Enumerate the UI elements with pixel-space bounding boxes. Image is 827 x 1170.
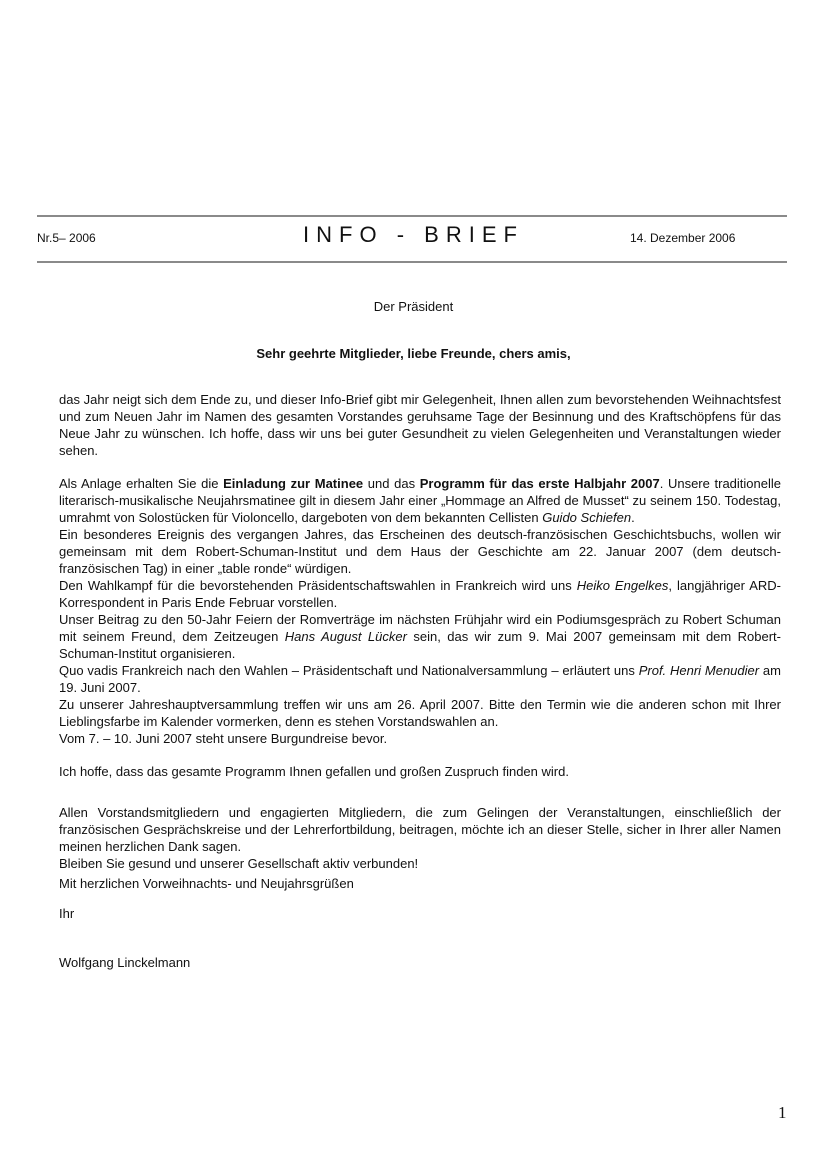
text-run: und das	[363, 476, 420, 491]
italic-text: Guido Schiefen	[542, 510, 632, 525]
paragraph	[59, 730, 781, 747]
issue-number: Nr.5– 2006	[37, 231, 96, 245]
text-run: , langjähriger ARD-Korrespondent in Paris Ende Februar vorstellen.	[59, 578, 782, 610]
signature-name: Wolfgang Linckelmann	[59, 955, 191, 970]
paragraph	[59, 577, 781, 611]
text-run: am 19. Juni 2007.	[59, 663, 781, 695]
text-run: sein, das wir zum 9. Mai 2007 gemeinsam mit dem Robert-Schuman-Institut organisieren.	[59, 629, 782, 661]
paragraph	[59, 662, 781, 696]
document-title: INFO - BRIEF	[303, 222, 524, 247]
bold-text: Programm für das erste Halbjahr 2007	[419, 476, 660, 491]
paragraph	[59, 526, 781, 577]
body-block-4	[59, 804, 781, 872]
paragraph	[59, 804, 781, 855]
paragraph	[59, 855, 781, 872]
italic-text: Hans August Lücker	[284, 629, 407, 644]
text-run: Ein besonderes Ereignis des vergangen Jahres, das Erscheinen des deutsch-französischen Geschichtsbuchs, wollen wir gemeinsam mit dem Robert-Schuman-Institut und dem Haus der Geschichte am 22. Januar 2007 (dem deutsch-französischen Tag) in einer „table ronde“ würdigen.	[59, 527, 781, 576]
body-block-3	[59, 763, 781, 780]
paragraph	[59, 391, 781, 459]
header-top-rule	[37, 215, 787, 217]
paragraph	[59, 475, 781, 526]
italic-text: Prof. Henri Menudier	[638, 663, 760, 678]
text-run: . Unsere traditionelle literarisch-musikalische Neujahrsmatinee gilt in diesem Jahr einer „Hommage an Alfred de Musset“ zu seinem 150. Todestag, umrahmt von Solostücken für Violoncello, dargeboten von dem bekannten Cellisten	[59, 476, 781, 525]
text-run: Vom 7. – 10. Juni 2007 steht unsere Burgundreise bevor.	[59, 731, 388, 746]
text-run: das Jahr neigt sich dem Ende zu, und dieser Info-Brief gibt mir Gelegenheit, Ihnen allen zum bevorstehenden Weihnachtsfest und zum Neuen Jahr im Namen des gesamten Vorstandes geruhsame Tage der Besinnung und des Kraftschöpfens für das Neue Jahr zu wünschen. Ich hoffe, dass wir uns bei guter Gesundheit zu vielen Gelegenheiten und Veranstaltungen wieder sehen.	[59, 392, 781, 458]
issue-date: 14. Dezember 2006	[630, 231, 736, 245]
italic-text: Heiko Engelkes	[576, 578, 669, 593]
text-run: Ich hoffe, dass das gesamte Programm Ihnen gefallen und großen Zuspruch finden wird.	[59, 764, 569, 779]
closing: Mit herzlichen Vorweihnachts- und Neujahrsgrüßen	[59, 876, 354, 891]
body-block-2	[59, 475, 781, 747]
greeting: Sehr geehrte Mitglieder, liebe Freunde, chers amis,	[256, 346, 571, 361]
text-run: Allen Vorstandsmitgliedern und engagierten Mitgliedern, die zum Gelingen der Veranstaltungen, einschließlich der französischen Gesprächskreise und der Lehrerfortbildung, beitragen, möchte ich an dieser Stelle, sicher in Ihrer aller Namen meinen herzlichen Dank sagen.	[59, 805, 781, 854]
header-bottom-rule	[37, 261, 787, 263]
text-run: Bleiben Sie gesund und unserer Gesellschaft aktiv verbunden!	[59, 856, 419, 871]
text-run: Unser Beitrag zu den 50-Jahr Feiern der Romverträge im nächsten Frühjahr wird ein Podiumsgespräch zu Robert Schuman mit seinem Freund, dem Zeitzeugen	[59, 612, 781, 644]
paragraph	[59, 696, 781, 730]
body-block-1	[59, 391, 781, 459]
text-run: Den Wahlkampf für die bevorstehenden Präsidentschaftswahlen in Frankreich wird uns	[59, 578, 577, 593]
text-run: Zu unserer Jahreshauptversammlung treffen wir uns am 26. April 2007. Bitte den Termin wie die anderen schon mit Ihrer Lieblingsfarbe im Kalender vormerken, denn es stehen Vorstandswahlen an.	[59, 697, 781, 729]
text-run: .	[631, 510, 635, 525]
paragraph	[59, 763, 781, 780]
text-run: Als Anlage erhalten Sie die	[59, 476, 224, 491]
closing-word: Ihr	[59, 906, 75, 921]
text-run: Quo vadis Frankreich nach den Wahlen – Präsidentschaft und Nationalversammlung – erläutert uns	[59, 663, 639, 678]
sender: Der Präsident	[373, 299, 454, 314]
paragraph	[59, 611, 781, 662]
bold-text: Einladung zur Matinee	[223, 476, 364, 491]
page-number: 1	[778, 1103, 787, 1122]
